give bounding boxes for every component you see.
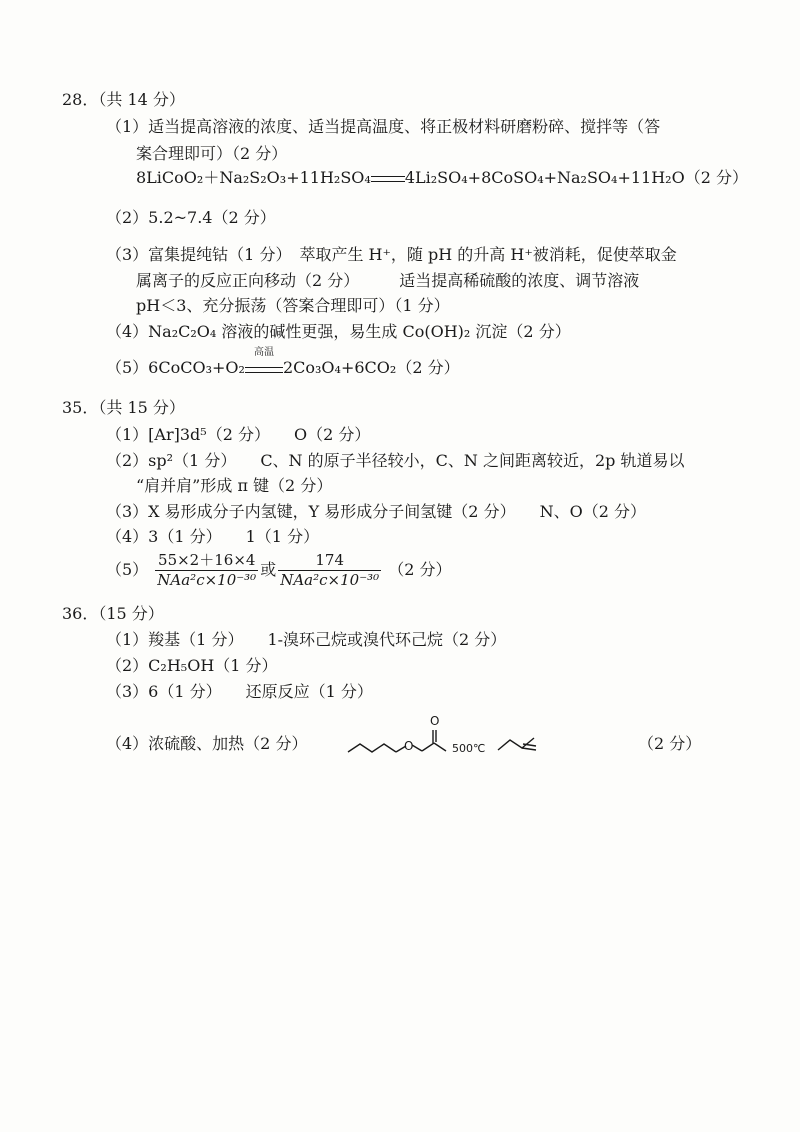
q28-header: 28．（共 14 分） [62, 90, 185, 109]
fraction-1-denominator: NAa²c×10⁻³⁰ [157, 571, 257, 589]
q28-part2: （2）5.2~7.4（2 分） [106, 208, 276, 227]
q36-header: 36．（15 分） [62, 604, 164, 623]
q28-p5-right: 2Co₃O₄+6CO₂（2 分） [282, 358, 460, 377]
q28-p5-left: （5）6CoCO₃+O₂ [106, 358, 245, 377]
or-word: 或 [260, 560, 277, 579]
q28-part1-line2: 案合理即可）（2 分） [136, 144, 288, 163]
density-fraction-2 [278, 551, 381, 590]
q28-eq-right: 4Li₂SO₄+8CoSO₄+Na₂SO₄+11H₂O（2 分） [404, 168, 748, 187]
q35-part1: （1）[Ar]3d⁵（2 分） O（2 分） [106, 425, 371, 444]
q36-part4-text: （4）浓硫酸、加热（2 分） [106, 734, 308, 753]
q36-part4-score: （2 分） [638, 734, 702, 753]
q28-part4: （4）Na₂C₂O₄ 溶液的碱性更强，易生成 Co(OH)₂ 沉淀（2 分） [106, 322, 571, 341]
density-fraction-1 [155, 551, 258, 590]
condition-label: 高温 [253, 347, 274, 358]
q28-part3-line1: （3）富集提纯钴（1 分） 萃取产生 H⁺，随 pH 的升高 H⁺被消耗，促使萃取金 [106, 245, 677, 264]
q28-part1-line1: （1）适当提高溶液的浓度、适当提高温度、将正极材料研磨粉碎、搅拌等（答 [106, 117, 661, 136]
carbonyl-oxygen-label: O [430, 714, 440, 728]
reaction-temperature-label: 500℃ [452, 742, 486, 755]
q36-part3: （3）6（1 分） 还原反应（1 分） [106, 682, 373, 701]
fraction-1-numerator: 55×2＋16×4 [155, 551, 258, 571]
q35-part4: （4）3（1 分） 1（1 分） [106, 527, 320, 546]
fraction-2-denominator: NAa²c×10⁻³⁰ [280, 571, 380, 589]
ester-oxygen-label: O [404, 739, 414, 753]
q28-part5 [106, 347, 460, 378]
q35-part2-line2: “肩并肩”形成 π 键（2 分） [136, 476, 333, 495]
q36-part1: （1）羧基（1 分） 1-溴环己烷或溴代环己烷（2 分） [106, 630, 507, 649]
q28-part1-equation [136, 168, 748, 188]
reaction-structure-diagram [340, 708, 560, 760]
ester-skeleton [348, 730, 446, 752]
q35-part2-line1: （2）sp²（1 分） C、N 的原子半径较小，C、N 之间距离较近，2p 轨道易以 [106, 451, 685, 470]
q35-part3: （3）X 易形成分子内氢键，Y 易形成分子间氢键（2 分） N、O（2 分） [106, 502, 646, 521]
q35-part5 [106, 550, 452, 590]
q35-header: 35．（共 15 分） [62, 398, 185, 417]
fraction-2-numerator: 174 [278, 551, 381, 571]
q35-p5-prefix: （5） [106, 560, 149, 579]
alkene-skeleton [498, 738, 536, 750]
q35-p5-score: （2 分） [388, 560, 452, 579]
q28-part3-line2: 属离子的反应正向移动（2 分） 适当提高稀硫酸的浓度、调节溶液 [136, 271, 640, 290]
high-temp-equals-sign [245, 347, 283, 373]
equals-sign [371, 176, 405, 182]
q28-part3-line3: pH＜3、充分振荡（答案合理即可）（1 分） [136, 296, 450, 315]
q36-part2: （2）C₂H₅OH（1 分） [106, 656, 278, 675]
q28-eq-left: 8LiCoO₂＋Na₂S₂O₃+11H₂SO₄ [136, 168, 371, 187]
